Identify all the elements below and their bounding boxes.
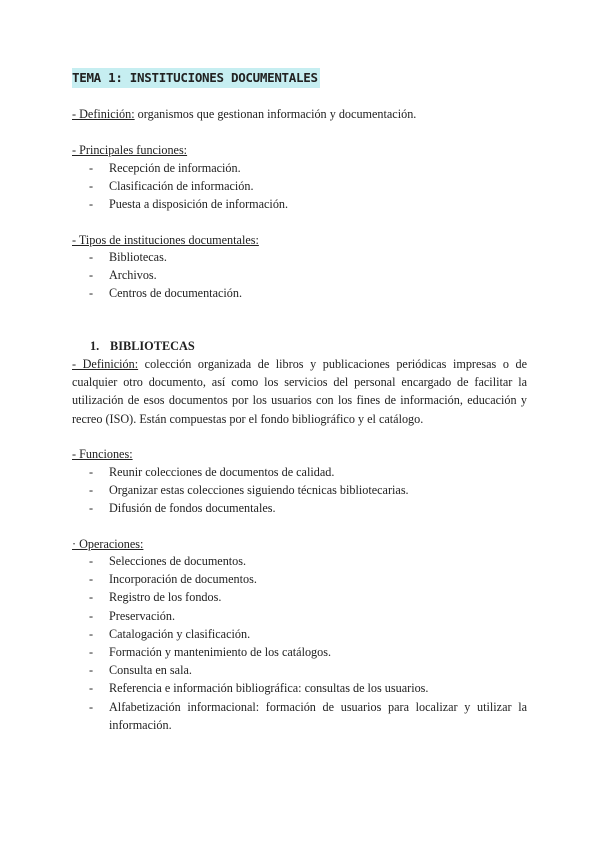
list-item: - Preservación. [89,608,175,623]
section-title: BIBLIOTECAS [110,339,195,353]
list-item: - Archivos. [89,268,157,283]
list-item: - Selecciones de documentos. [89,554,247,568]
list-item: - Incorporación de documentos. [89,572,257,587]
section-heading [72,337,195,355]
list-item: - Alfabetización informacional: formación de usuarios para localizar y utilizar la información. [89,699,527,732]
list-item: - Difusión de fondos documentales. [89,501,276,516]
functions-label: - Principales funciones: [72,143,188,157]
section-definition-label: - Definición: [72,357,139,371]
list-item: - Reunir colecciones de documentos de calidad. [89,465,335,479]
section-functions-label: - Funciones: [72,447,133,461]
operations-label: · Operaciones: [72,537,144,551]
list-item: - Registro de los fondos. [89,590,222,605]
section-definition-text: colección organizada de libros y publicaciones periódicas impresas o de cualquier otro documento, así como los servicios del personal encargado de facilitar la utilización de esos documentos por los usuarios con los fines de información, educación y recreo (ISO). Están compuestas por el fondo bibliográfico y el catálogo. [72,357,527,426]
section-number: 1. [90,339,100,353]
definition-text: organismos que gestionan información y documentación. [134,107,417,121]
section-functions-list [72,463,409,518]
list-item: - Organizar estas colecciones siguiendo técnicas bibliotecarias. [89,483,409,498]
types-list [72,248,242,303]
definition-line [72,105,416,123]
definition-label: - Definición: [72,107,135,121]
list-item: - Recepción de información. [89,161,241,175]
types-label: - Tipos de instituciones documentales: [72,233,259,247]
list-item: - Referencia e información bibliográfica: consultas de los usuarios. [89,681,429,696]
functions-list [72,159,288,214]
list-item: - Formación y mantenimiento de los catálogos. [89,645,332,660]
list-item: - Centros de documentación. [89,286,243,301]
list-item: - Bibliotecas. [89,250,167,264]
list-item: - Puesta a disposición de información. [89,197,289,212]
list-item: - Clasificación de información. [89,179,254,194]
list-item: - Catalogación y clasificación. [89,626,251,641]
operations-list [72,552,527,734]
page-title: TEMA 1: INSTITUCIONES DOCUMENTALES [72,68,320,88]
list-item: - Consulta en sala. [89,663,192,678]
section-definition [72,355,527,428]
